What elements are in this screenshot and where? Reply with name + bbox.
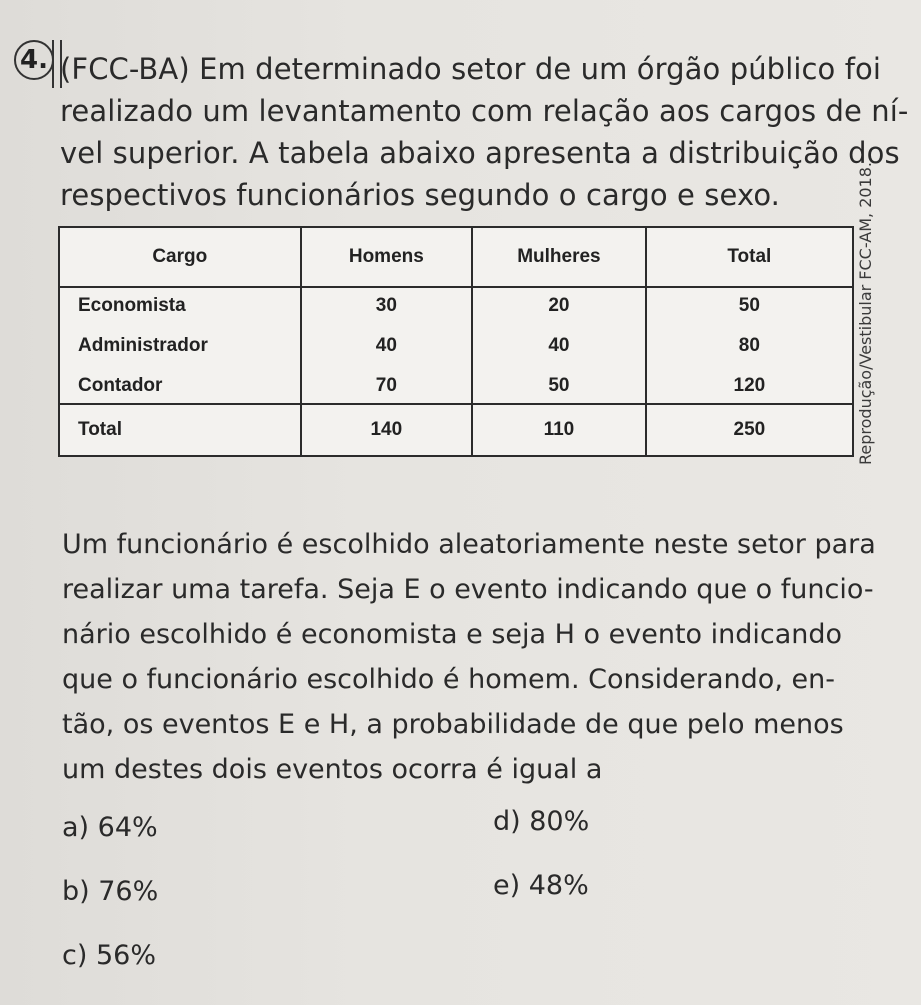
- table-cell: Total: [59, 404, 301, 456]
- table-cell: 50: [738, 294, 760, 316]
- table-cell: 40: [548, 334, 570, 356]
- question-line: um destes dois eventos ocorra é igual a: [62, 754, 603, 785]
- table-cell: 30: [375, 294, 397, 316]
- question-text: [62, 522, 882, 792]
- option-d[interactable]: d) 80%: [493, 806, 590, 837]
- question-line: realizar uma tarefa. Seja E o evento indicando que o funcio-: [62, 574, 874, 605]
- table-cell: 250: [646, 404, 853, 456]
- table-cell: Contador: [78, 374, 163, 396]
- intro-line: (FCC-BA) Em determinado setor de um órgão público foi: [60, 52, 882, 86]
- table-body-row: [59, 287, 853, 404]
- table-total-row: [59, 404, 853, 456]
- distribution-table: [58, 226, 854, 457]
- intro-line: realizado um levantamento com relação aos cargos de ní-: [60, 94, 909, 128]
- table-cell: 40: [375, 334, 397, 356]
- table-cell: 80: [738, 334, 760, 356]
- option-e[interactable]: e) 48%: [493, 870, 589, 901]
- question-number: 4.: [14, 40, 54, 80]
- column-header-cargo: Cargo: [59, 227, 301, 287]
- cargo-cell: [59, 287, 301, 404]
- column-header-total: Total: [646, 227, 853, 287]
- homens-cell: [301, 287, 473, 404]
- table-cell: 20: [548, 294, 570, 316]
- table-cell: Economista: [78, 294, 186, 316]
- intro-line: respectivos funcionários segundo o cargo e sexo.: [60, 178, 780, 212]
- question-line: Um funcionário é escolhido aleatoriamente neste setor para: [62, 529, 876, 560]
- question-line: tão, os eventos E e H, a probabilidade de que pelo menos: [62, 709, 844, 740]
- table-cell: 120: [733, 374, 766, 396]
- column-header-homens: Homens: [301, 227, 473, 287]
- question-line: que o funcionário escolhido é homem. Considerando, en-: [62, 664, 835, 695]
- column-header-mulheres: Mulheres: [472, 227, 646, 287]
- table-cell: Administrador: [78, 334, 208, 356]
- table-cell: 110: [472, 404, 646, 456]
- table-cell: 50: [548, 374, 570, 396]
- total-cell: [646, 287, 853, 404]
- table-header-row: [59, 227, 853, 287]
- option-c[interactable]: c) 56%: [62, 940, 156, 971]
- image-credit: Reprodução/Vestibular FCC-AM, 2018.: [856, 162, 875, 465]
- table-cell: 140: [301, 404, 473, 456]
- option-a[interactable]: a) 64%: [62, 812, 158, 843]
- question-line: nário escolhido é economista e seja H o evento indicando: [62, 619, 843, 650]
- intro-line: vel superior. A tabela abaixo apresenta a distribuição dos: [60, 136, 900, 170]
- question-intro: [60, 48, 909, 216]
- mulheres-cell: [472, 287, 646, 404]
- option-b[interactable]: b) 76%: [62, 876, 159, 907]
- table-cell: 70: [375, 374, 397, 396]
